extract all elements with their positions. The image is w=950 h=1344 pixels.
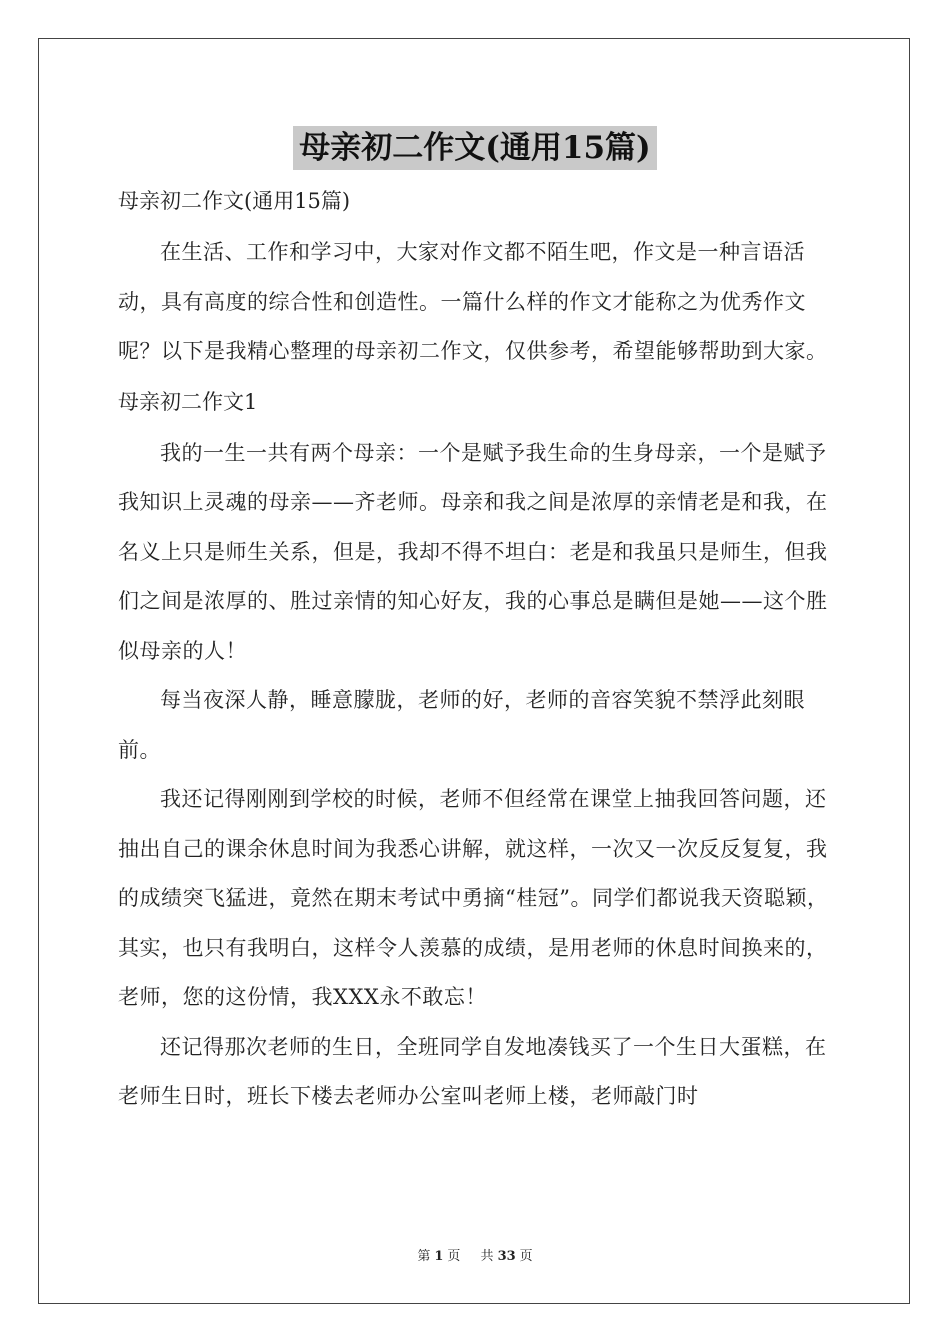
body-paragraph: 我还记得刚刚到学校的时候，老师不但经常在课堂上抽我回答问题，还抽出自己的课余休息时间为我悉心讲解，就这样，一次又一次反反复复，我的成绩突飞猛进，竟然在期末考试中勇摘“桂冠”。同学们都说我天资聪颖，其实，也只有我明白，这样令人羡慕的成绩，是用老师的休息时间换来的，老师，您的这份情，我XXX永不敢忘！ (118, 787, 829, 1009)
total-prefix: 共 (480, 1249, 494, 1264)
body-paragraph: 我的一生一共有两个母亲：一个是赋予我生命的生身母亲，一个是赋予我知识上灵魂的母亲——齐老师。母亲和我之间是浓厚的亲情老是和我，在名义上只是师生关系，但是，我却不得不坦白：老是和我虽只是师生，但我们之间是浓厚的、胜过亲情的知心好友，我的心事总是瞒但是她——这个胜似母亲的人！ (118, 440, 828, 663)
intro-paragraph: 在生活、工作和学习中，大家对作文都不陌生吧，作文是一种言语活动，具有高度的综合性和创造性。一篇什么样的作文才能称之为优秀作文呢？以下是我精心整理的母亲初二作文，仅供参考，希望能够帮助到大家。 (118, 240, 828, 363)
page-prefix: 第 (417, 1249, 431, 1264)
body-paragraph: 每当夜深人静，睡意朦胧，老师的好，老师的音容笑貌不禁浮此刻眼前。 (118, 688, 805, 762)
page-unit: 页 (447, 1249, 461, 1264)
page-total: 33 (497, 1249, 516, 1264)
page-label (415, 1249, 462, 1264)
section-heading: 母亲初二作文1 (118, 389, 258, 414)
document-subtitle: 母亲初二作文(通用15篇) (118, 189, 351, 213)
document-body (118, 178, 832, 1122)
body-paragraph: 还记得那次老师的生日，全班同学自发地凑钱买了一个生日大蛋糕，在老师生日时，班长下楼去老师办公室叫老师上楼，老师敲门时 (118, 1034, 827, 1108)
document-title: 母亲初二作文(通用15篇) (293, 126, 656, 170)
page-current: 1 (434, 1249, 444, 1264)
total-unit: 页 (519, 1249, 533, 1264)
total-label (479, 1249, 535, 1264)
title-wrap (0, 126, 950, 170)
page-footer (0, 1245, 950, 1264)
